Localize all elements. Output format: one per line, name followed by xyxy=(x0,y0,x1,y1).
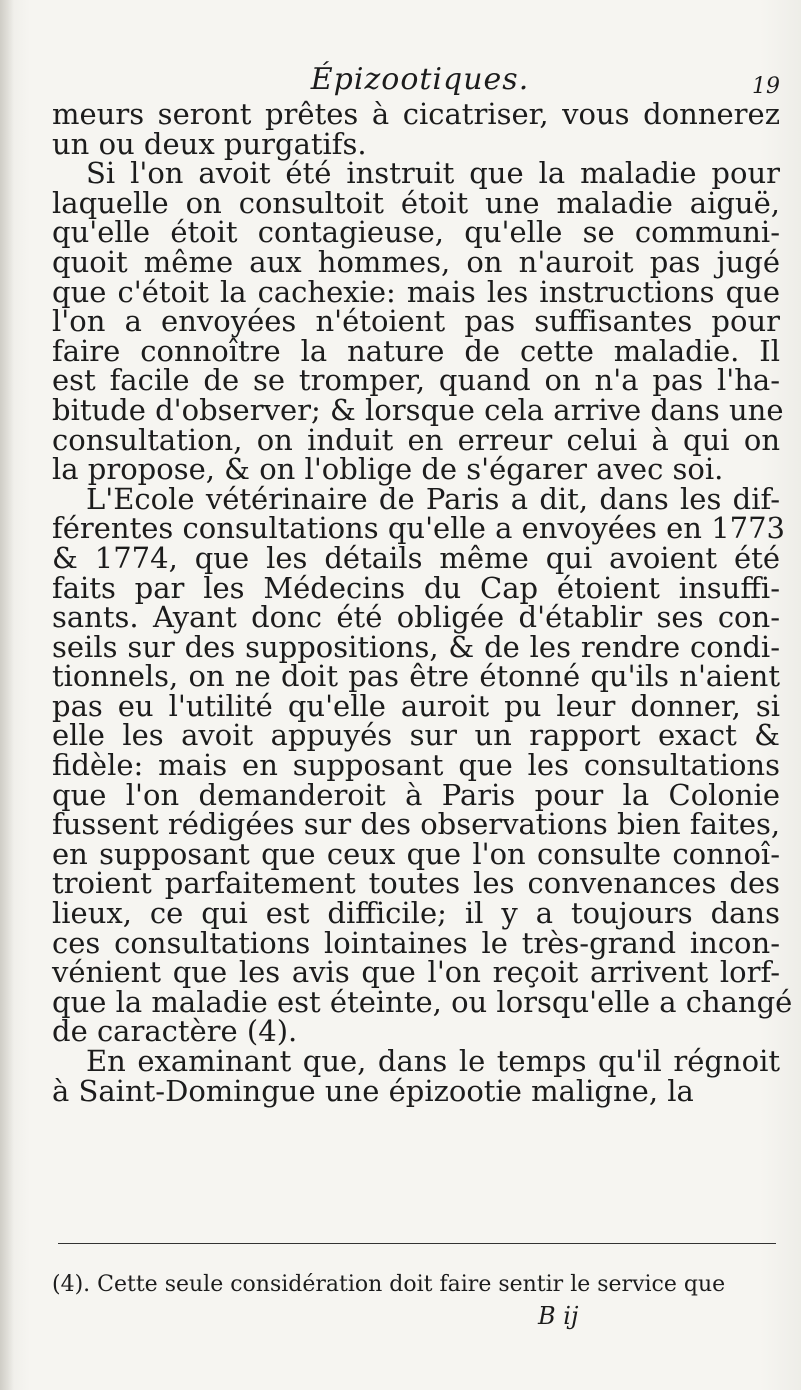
text-line: meurs seront prêtes à cicatriser, vous donnerez xyxy=(52,97,780,131)
text-line: un ou deux purgatifs. xyxy=(52,126,367,161)
text-line: elle les avoit appuyés sur un rapport exact & xyxy=(52,718,780,753)
text-line: faits par les Médecins du Cap étoient insuffi- xyxy=(52,570,780,605)
text-line: quoit même aux hommes, on n'auroit pas jugé xyxy=(52,244,780,279)
text-line: pas eu l'utilité qu'elle auroit pu leur donner, si xyxy=(52,688,780,723)
paragraph xyxy=(52,156,784,487)
text-line: que l'on demanderoit à Paris pour la Colonie xyxy=(52,777,780,812)
text-line: qu'elle étoit contagieuse, qu'elle se communi- xyxy=(52,215,780,250)
text-line: consultation, on induit en erreur celui à qui on xyxy=(52,422,780,457)
text-line: laquelle on consultoit étoit une maladie aiguë, xyxy=(52,185,780,220)
text-line: à Saint-Domingue une épizootie maligne, la xyxy=(52,1073,694,1108)
text-line: fussent rédigées sur des observations bien faites, xyxy=(52,807,781,842)
text-line: vénient que les avis que l'on reçoit arrivent lorf- xyxy=(52,955,780,990)
text-line: que la maladie est éteinte, ou lorsqu'elle a changé xyxy=(52,984,793,1019)
page-gutter-shadow xyxy=(0,0,14,1390)
text-line: tionnels, on ne doit pas être étonné qu'ils n'aient xyxy=(52,659,780,694)
text-line: L'Ecole vétérinaire de Paris a dit, dans les dif- xyxy=(86,481,780,516)
text-line: En examinant que, dans le temps qu'il régnoit xyxy=(86,1044,780,1078)
paragraph xyxy=(52,1044,780,1108)
text-line: & 1774, que les détails même qui avoient été xyxy=(52,540,780,575)
text-line: l'on a envoyées n'étoient pas suffisantes pour xyxy=(52,304,780,339)
text-line: fidèle: mais en supposant que les consultations xyxy=(52,748,780,783)
running-head: Épizootiques. xyxy=(310,62,530,97)
text-line: seils sur des suppositions, & de les rendre condi- xyxy=(52,629,780,664)
text-line: de caractère (4). xyxy=(52,1014,298,1049)
page-number: 19 xyxy=(752,74,780,99)
text-line: que c'étoit la cachexie: mais les instructions que xyxy=(52,274,780,309)
signature-mark: B ij xyxy=(538,1302,579,1330)
text-line: ces consultations lointaines le très-grand incon- xyxy=(52,925,780,960)
paragraph xyxy=(52,481,793,1049)
text-line: sants. Ayant donc été obligée d'établir ses con- xyxy=(52,600,780,635)
body-text xyxy=(52,97,793,1108)
text-line: férentes consultations qu'elle a envoyées en 1773 xyxy=(52,511,786,546)
text-line: lieux, ce qui est difficile; il y a toujours dans xyxy=(52,896,780,931)
text-line: troient parfaitement toutes les convenances des xyxy=(52,866,780,901)
page-header xyxy=(60,62,780,102)
text-line: Si l'on avoit été instruit que la maladie pour xyxy=(86,156,780,191)
text-line: la propose, & on l'oblige de s'égarer avec soi. xyxy=(52,452,724,487)
paragraph xyxy=(52,97,780,161)
footnote-rule xyxy=(58,1243,776,1244)
text-line: bitude d'observer; & lorsque cela arrive dans une xyxy=(52,392,784,427)
text-line: faire connoître la nature de cette maladie. Il xyxy=(52,333,780,368)
footnote: (4). Cette seule considération doit faire sentir le service que xyxy=(52,1272,726,1297)
text-line: est facile de se tromper, quand on n'a pas l'ha- xyxy=(52,363,780,398)
text-line: en supposant que ceux que l'on consulte connoî- xyxy=(52,836,780,871)
